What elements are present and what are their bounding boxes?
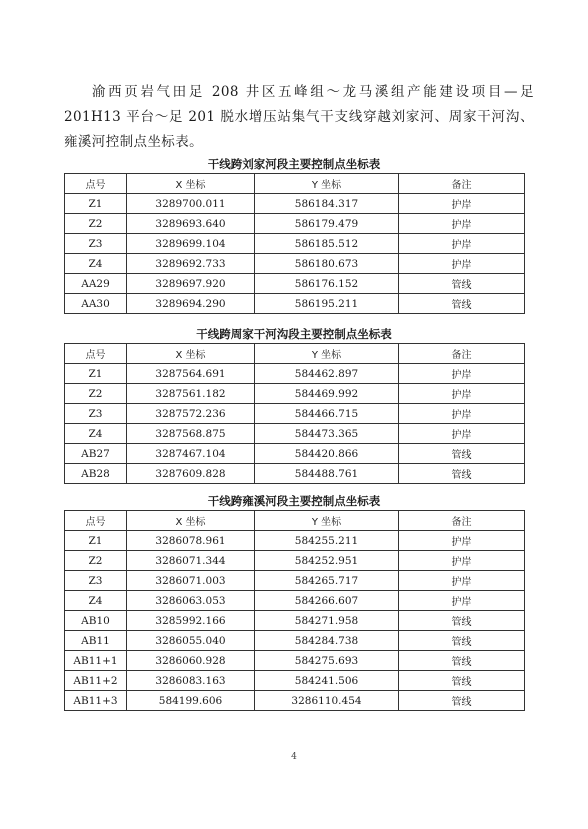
note-cell: 护岸	[399, 404, 525, 424]
note-cell: 护岸	[399, 591, 525, 611]
coordinate-table-yongxihe	[64, 510, 525, 711]
table-row	[65, 631, 525, 651]
x-coordinate-cell: 3289697.920	[127, 274, 255, 294]
y-coordinate-cell: 584473.365	[255, 424, 399, 444]
table-row	[65, 214, 525, 234]
point-id-cell: Z3	[65, 404, 127, 424]
y-coordinate-cell: 584466.715	[255, 404, 399, 424]
point-id-cell: AA29	[65, 274, 127, 294]
column-header: X 坐标	[127, 174, 255, 194]
point-id-cell: AB11+1	[65, 651, 127, 671]
note-cell: 护岸	[399, 234, 525, 254]
table-row	[65, 571, 525, 591]
note-cell: 管线	[399, 611, 525, 631]
y-coordinate-cell: 584266.607	[255, 591, 399, 611]
point-id-cell: Z3	[65, 571, 127, 591]
x-coordinate-cell: 584199.606	[127, 691, 255, 711]
y-coordinate-cell: 584252.951	[255, 551, 399, 571]
note-cell: 管线	[399, 671, 525, 691]
table-header-row	[65, 511, 525, 531]
point-id-cell: AA30	[65, 294, 127, 314]
x-coordinate-cell: 3286055.040	[127, 631, 255, 651]
point-id-cell: Z3	[65, 234, 127, 254]
y-coordinate-cell: 584265.717	[255, 571, 399, 591]
point-id-cell: AB10	[65, 611, 127, 631]
note-cell: 护岸	[399, 194, 525, 214]
column-header: 点号	[65, 344, 127, 364]
x-coordinate-cell: 3289700.011	[127, 194, 255, 214]
y-coordinate-cell: 586180.673	[255, 254, 399, 274]
point-id-cell: Z1	[65, 364, 127, 384]
note-cell: 护岸	[399, 384, 525, 404]
column-header: 备注	[399, 511, 525, 531]
x-coordinate-cell: 3286078.961	[127, 531, 255, 551]
table-row	[65, 691, 525, 711]
y-coordinate-cell: 586176.152	[255, 274, 399, 294]
table-row	[65, 424, 525, 444]
page-number: 4	[291, 752, 297, 762]
x-coordinate-cell: 3289699.104	[127, 234, 255, 254]
note-cell: 管线	[399, 631, 525, 651]
point-id-cell: Z1	[65, 194, 127, 214]
point-id-cell: Z4	[65, 254, 127, 274]
column-header: X 坐标	[127, 344, 255, 364]
x-coordinate-cell: 3286060.928	[127, 651, 255, 671]
x-coordinate-cell: 3289693.640	[127, 214, 255, 234]
point-id-cell: AB11	[65, 631, 127, 651]
column-header: 备注	[399, 344, 525, 364]
note-cell: 管线	[399, 651, 525, 671]
column-header: X 坐标	[127, 511, 255, 531]
note-cell: 护岸	[399, 214, 525, 234]
table-row	[65, 404, 525, 424]
table-title-zhoujiaganhegou: 干线跨周家干河沟段主要控制点坐标表	[196, 327, 392, 341]
intro-paragraph: 渝西页岩气田足 208 井区五峰组～龙马溪组产能建设项目—足 201H13 平台～足 201 脱水增压站集气干支线穿越刘家河、周家干河沟、雍溪河控制点坐标表。	[64, 83, 534, 150]
y-coordinate-cell: 586179.479	[255, 214, 399, 234]
x-coordinate-cell: 3286063.053	[127, 591, 255, 611]
table-row	[65, 591, 525, 611]
table-row	[65, 364, 525, 384]
note-cell: 管线	[399, 464, 525, 484]
point-id-cell: AB11+2	[65, 671, 127, 691]
x-coordinate-cell: 3289694.290	[127, 294, 255, 314]
note-cell: 管线	[399, 444, 525, 464]
y-coordinate-cell: 584284.738	[255, 631, 399, 651]
table-title-liujiahe: 干线跨刘家河段主要控制点坐标表	[207, 157, 381, 171]
y-coordinate-cell: 586184.317	[255, 194, 399, 214]
table-row	[65, 611, 525, 631]
column-header: 点号	[65, 511, 127, 531]
x-coordinate-cell: 3287564.691	[127, 364, 255, 384]
x-coordinate-cell: 3286071.003	[127, 571, 255, 591]
table-row	[65, 194, 525, 214]
coordinate-table-liujiahe	[64, 173, 525, 314]
y-coordinate-cell: 584488.761	[255, 464, 399, 484]
x-coordinate-cell: 3289692.733	[127, 254, 255, 274]
y-coordinate-cell: 586185.512	[255, 234, 399, 254]
x-coordinate-cell: 3287568.875	[127, 424, 255, 444]
column-header: 点号	[65, 174, 127, 194]
table-row	[65, 531, 525, 551]
note-cell: 护岸	[399, 551, 525, 571]
point-id-cell: AB11+3	[65, 691, 127, 711]
note-cell: 管线	[399, 691, 525, 711]
column-header: Y 坐标	[255, 174, 399, 194]
table-row	[65, 444, 525, 464]
table-row	[65, 651, 525, 671]
coordinate-table-zhoujiaganhegou	[64, 343, 525, 484]
point-id-cell: Z2	[65, 551, 127, 571]
column-header: 备注	[399, 174, 525, 194]
point-id-cell: Z1	[65, 531, 127, 551]
table-row	[65, 671, 525, 691]
y-coordinate-cell: 584241.506	[255, 671, 399, 691]
table-row	[65, 551, 525, 571]
point-id-cell: AB28	[65, 464, 127, 484]
y-coordinate-cell: 584255.211	[255, 531, 399, 551]
x-coordinate-cell: 3287561.182	[127, 384, 255, 404]
table-row	[65, 384, 525, 404]
note-cell: 护岸	[399, 364, 525, 384]
column-header: Y 坐标	[255, 511, 399, 531]
y-coordinate-cell: 584469.992	[255, 384, 399, 404]
note-cell: 护岸	[399, 571, 525, 591]
point-id-cell: AB27	[65, 444, 127, 464]
table-title-yongxihe: 干线跨雍溪河段主要控制点坐标表	[207, 494, 381, 508]
y-coordinate-cell: 584420.866	[255, 444, 399, 464]
table-header-row	[65, 174, 525, 194]
table-row	[65, 254, 525, 274]
note-cell: 护岸	[399, 531, 525, 551]
y-coordinate-cell: 584275.693	[255, 651, 399, 671]
point-id-cell: Z4	[65, 591, 127, 611]
table-row	[65, 274, 525, 294]
x-coordinate-cell: 3286083.163	[127, 671, 255, 691]
x-coordinate-cell: 3285992.166	[127, 611, 255, 631]
x-coordinate-cell: 3287609.828	[127, 464, 255, 484]
table-row	[65, 234, 525, 254]
column-header: Y 坐标	[255, 344, 399, 364]
note-cell: 护岸	[399, 424, 525, 444]
table-row	[65, 464, 525, 484]
point-id-cell: Z2	[65, 384, 127, 404]
x-coordinate-cell: 3286071.344	[127, 551, 255, 571]
note-cell: 护岸	[399, 254, 525, 274]
y-coordinate-cell: 584462.897	[255, 364, 399, 384]
table-row	[65, 294, 525, 314]
x-coordinate-cell: 3287572.236	[127, 404, 255, 424]
y-coordinate-cell: 3286110.454	[255, 691, 399, 711]
note-cell: 管线	[399, 294, 525, 314]
x-coordinate-cell: 3287467.104	[127, 444, 255, 464]
point-id-cell: Z4	[65, 424, 127, 444]
point-id-cell: Z2	[65, 214, 127, 234]
y-coordinate-cell: 586195.211	[255, 294, 399, 314]
y-coordinate-cell: 584271.958	[255, 611, 399, 631]
note-cell: 管线	[399, 274, 525, 294]
table-header-row	[65, 344, 525, 364]
